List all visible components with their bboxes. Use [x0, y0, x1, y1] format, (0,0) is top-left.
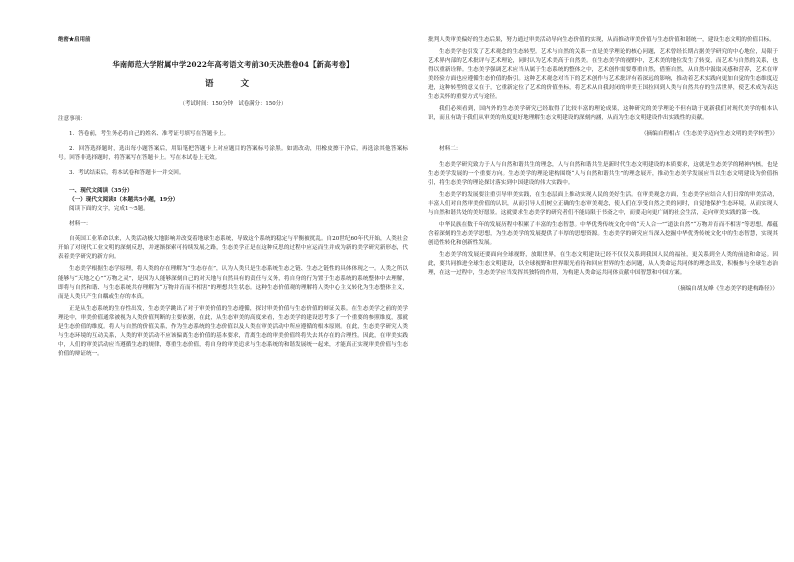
right-paragraph-6: 中华民族在数千年的发展历程中积累了丰富的生态智慧。中华优秀传统文化中的“天人合一”“道法自然”“万物并育而不相害”等思想，都蕴含着深刻的生态美学思想，为生态美学的发展提供了丰厚的思想资源。生态美学的研究应当深入挖掘中华优秀传统文化中的生态智慧，实现其创造性转化和创新性发展。: [428, 221, 778, 246]
right-paragraph-7: 生态美学的发展还要面向全球视野，放眼世界，在生态文明建设已经不仅仅关系到我国人民的福祉，更关系到全人类的前途和命运。因此，要共同推进全球生态文明建设，以全球视野和世界眼光看待和回应世界的生态问题，从人类命运共同体的理念出发，积极参与全球生态治理，在这一过程中，生态美学应当发挥其独特的作用，为构建人类命运共同体贡献中国智慧和中国方案。: [428, 251, 778, 277]
section-sub-heading: （一）现代文阅读Ⅰ（本题共5小题，19分）: [69, 197, 179, 204]
subject-title: 语 文: [205, 79, 261, 90]
left-paragraph-1: 自英国工业革命以来，人类活动极大地影响并改变着地球生态系统，导致这个系统的稳定与平衡被扰乱。自20世纪60年代开始，人类社会开始了对现代工业文明的深刻反思，并逐渐探索可持续发展之路，生态美学正是在这种反思的过程中应运而生并成为新的美学研究新形态，代表着美学研究的新方向。: [58, 236, 408, 261]
note-item-1: 1．答卷前，考生务必将自己的姓名、准考证号填写在答题卡上。: [69, 130, 230, 137]
section-instruction: 阅读下面的文字，完成1～5题。: [69, 206, 149, 213]
note-item-2: 2．回答选择题时，选出每小题答案后，用铅笔把答题卡上对应题目的答案标号涂黑。如需改动，用橡皮擦干净后，再选涂其他答案标号。回答非选择题时，将答案写在答题卡上。写在本试卷上无效。: [58, 146, 408, 162]
exam-title: 华南师范大学附属中学2022年高考语文考前30天决胜卷04【新高考卷】: [112, 59, 354, 69]
material-1-label: 材料一：: [69, 221, 92, 228]
right-paragraph-1: 批判人类审美偏好的生态后果，努力通过审美活动导向生态价值的实现，从而推动审美价值与生态价值和谐统一，建设生态文明的价值目标。: [428, 37, 775, 43]
right-paragraph-2: 生态美学也引发了艺术观念的生态转型。艺术与自然的关系一直是美学理论的核心问题，艺术曾经长期占据美学研究的中心地位，局限于艺术界内部的艺术批评与艺术理论，同时认为艺术美高于自然美。在生态美学的视野中，艺术美的地位发生了转变，而艺术与自然的关系，也得以重新诠释。生态美学强调艺术应当从属于生态系统的整体之中，艺术创作需要尊重自然，借鉴自然，从自然中汲取灵感和营养，艺术在审美经验方面也应遵循生态价值的指引。这种艺术观念对当下的艺术创作与艺术批评有着深远的影响，推动着艺术实践向更加自觉的生态维度迈进，这种转型的意义在于，它重新定位了艺术的价值坐标，将艺术从自我封闭的审美王国拉回到人类与自然共存的生活世界，使艺术成为表达生态关怀的重要方式与途径。: [428, 49, 778, 101]
notes-heading: 注意事项：: [58, 115, 86, 122]
right-paragraph-5: 生态美学的发展要注重引导审美实践，在生态层面上推动实现人民的美好生活。在审美观念方面，生态美学应结合人们日常的审美活动，丰富人们对自然审美价值的认识，从而引导人们树立正确的生态审美观念，使人们在享受自然之美的同时，自觉地保护生态环境，从而实现人与自然和谐共处的美好愿景。这就要求生态美学的研究者们不能局限于书斋之中，而要走向更广阔的社会生活，走向审美实践的第一线。: [428, 191, 778, 216]
section-heading: 一、现代文阅读（35分）: [69, 188, 133, 195]
source-citation-2: （摘编自胡友峰《生态美学的建构路径》）: [674, 286, 778, 293]
note-item-3: 3．考试结束后，将本试卷和答题卡一并交回。: [69, 170, 185, 177]
left-column: [58, 36, 408, 362]
source-citation-1: （摘编自程相占《生态美学迈向生态文明的美学转型》）: [640, 131, 778, 138]
exam-info: （考试时间：150分钟 试卷满分：150分）: [179, 101, 287, 108]
left-paragraph-2: 生态美学根据生态学原理，将人类的存在理解为“生态存在”，认为人类只是生态系统生态之链、生态之链性的具体体现之一。人类之所以能够与“天地之心”“万物之灵”，是因为人能够深刻自己的对天地与自然具有的责任与义务，将自身的行为置于生态系统的系统整体中去理解，即将与自然和谐、与生态系统共存理解为“万物并育而不相害”的理想共生状态。这种生态价值观的理解将人类中心主义转化为生态整体主义，而是人类只产生自耦或生存的本真。: [58, 266, 408, 300]
right-paragraph-3: 我们必须看到，国内外的生态美学研究已经取得了比较丰富的理论成果，这种研究的美学理论不但有助于更新我们对现代美学的根本认识，而且有助于我们从审美的角度更好地理解生态文明建设的深刻内涵，从而为生态文明建设作出实践性的贡献。: [428, 106, 778, 122]
material-2-label: 材料二：: [439, 146, 462, 153]
right-column: [428, 36, 778, 300]
secret-label: 绝密★启用前: [58, 37, 91, 43]
right-paragraph-4: 生态美学研究致力于人与自然和谐共生的理念，人与自然和谐共生是新时代生态文明建设的本质要求，这就是生态美学的精神内核，也是生态美学发展的一个重要方向。生态美学的理论建构围绕“人与自然和谐共生”的理念展开，推动生态美学发展应当以生态文明建设为价值指引，将生态美学的理论探讨落实到中国建设的伟大实践中。: [428, 161, 778, 186]
left-paragraph-3: 正是从生态系统的生存性出发，生态美学跳出了对于审美价值的生态遵循，探讨审美价值与生态价值的辩证关系。在生态美学之前的美学理论中，审美价值通常被视为人类价值判断的主要依据，在此，从生态审美的高度来看，生态美学的建设思考多了一个重要的参照维度，那就是生态价值的维度。将人与自然的价值关系，作为生态系统的生态价值以及人类在审美活动中所应遵循的根本原则。在此，生态美学研究人类与生态环境的互动关系，人类的审美活动不应该偏离生态价值的基本要求，背离生态的审美价值终将失去其存在的合理性。因此，在审美实践中，人们的审美活动应当遵循生态的规律，尊重生态价值，将自身的审美追求与生态系统的和谐发展统一起来，才能真正实现审美价值与生态价值的辩证统一。: [58, 305, 408, 357]
